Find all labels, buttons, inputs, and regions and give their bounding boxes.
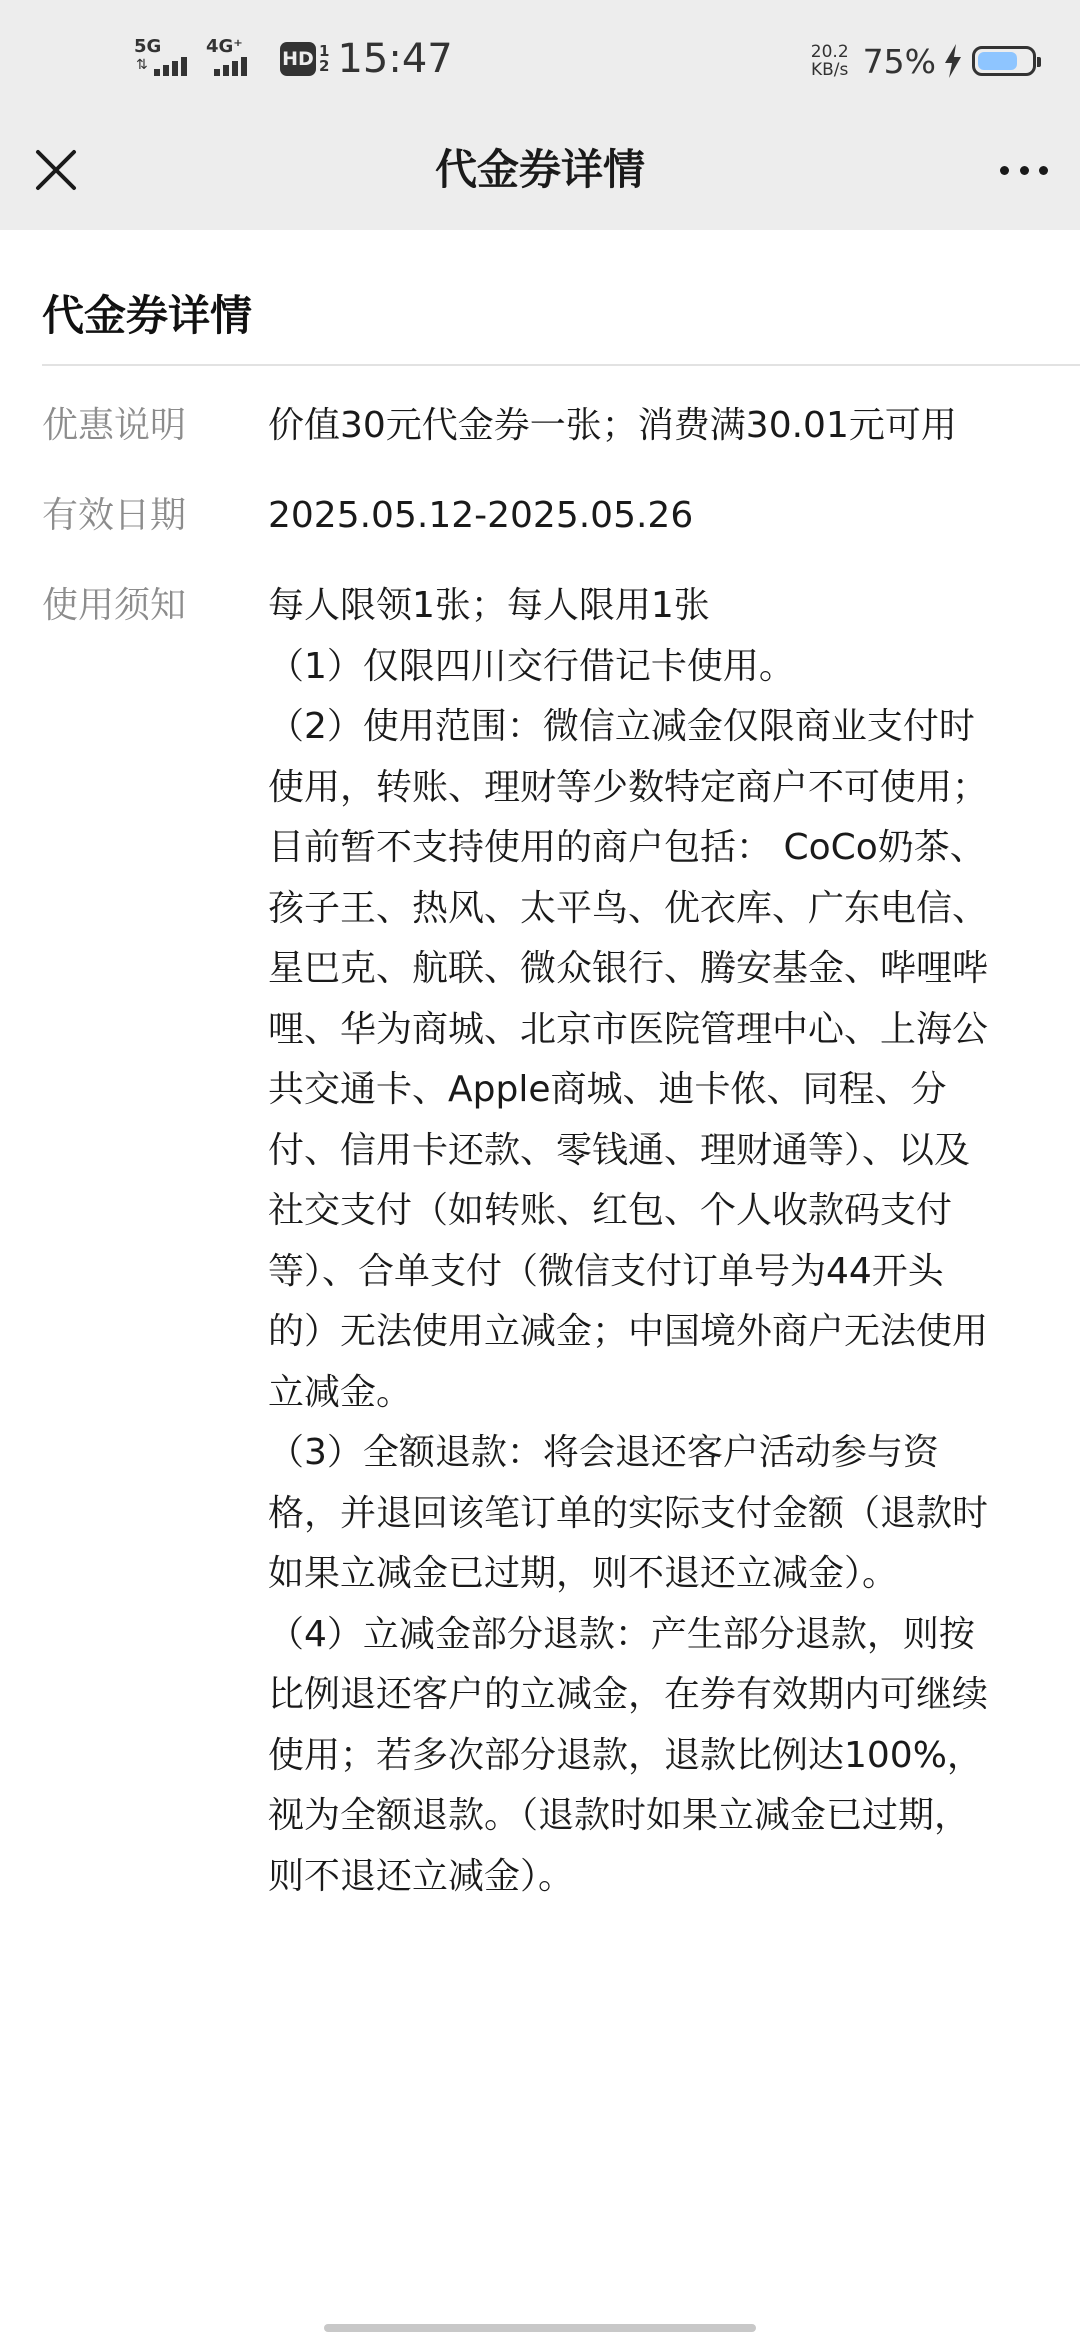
net-speed-unit: KB/s <box>811 60 849 80</box>
hd-fraction-bottom: 2 <box>319 57 330 75</box>
more-button[interactable] <box>994 142 1054 198</box>
usage-note-line: 使用；若多次部分退款，退款比例达100%， <box>268 1734 983 1776</box>
sim2-network-label: 4G⁺ <box>206 36 243 57</box>
hd-badge-label: HD <box>282 48 314 70</box>
section-divider <box>42 364 1080 366</box>
title-bar <box>0 118 1080 230</box>
sim1-network-label: 5G <box>134 36 162 57</box>
sim2-bars <box>214 57 247 76</box>
status-time: 15:47 <box>337 36 453 82</box>
usage-note-line: 使用，转账、理财等少数特定商户不可使用； <box>268 766 989 808</box>
section-title: 代金券详情 <box>42 291 253 340</box>
usage-note-line: （1）仅限四川交行借记卡使用。 <box>268 645 795 687</box>
usage-notes <box>268 576 1068 1907</box>
usage-note-line: 比例退还客户的立减金，在券有效期内可继续 <box>268 1674 989 1715</box>
more-icon-dot <box>1039 166 1048 175</box>
charging-bolt-icon <box>942 43 964 79</box>
hd-fraction <box>319 44 329 74</box>
home-indicator[interactable] <box>324 2324 756 2332</box>
usage-note-line: （4）立减金部分退款：产生部分退款，则按 <box>268 1613 975 1655</box>
offer-label: 优惠说明 <box>42 405 187 446</box>
usage-note-line: 立减金。 <box>268 1371 413 1413</box>
usage-note-line: （2）使用范围：微信立减金仅限商业支付时 <box>268 706 975 747</box>
status-right <box>811 38 1036 84</box>
usage-label: 使用须知 <box>42 585 187 626</box>
offer-value: 价值30元代金券一张；消费满30.01元可用 <box>268 405 957 446</box>
net-speed-value: 20.2 <box>810 42 849 62</box>
usage-note-line: 社交支付（如转账、红包、个人收款码支付 <box>268 1190 953 1231</box>
usage-note-line: 目前暂不支持使用的商户包括： CoCo奶茶、 <box>268 827 986 868</box>
validity-label: 有效日期 <box>42 495 187 536</box>
usage-note-line: 如果立减金已过期，则不退还立减金）。 <box>268 1553 899 1594</box>
usage-note-line: 等）、合单支付（微信支付订单号为44开头 <box>268 1250 944 1292</box>
hd-voice-icon <box>280 42 316 76</box>
usage-note-line: 格，并退回该笔订单的实际支付金额（退款时 <box>268 1492 989 1534</box>
net-speed <box>811 43 849 79</box>
more-icon <box>1000 166 1009 175</box>
usage-note-line: 付、信用卡还款、零钱通、理财通等）、以及 <box>268 1129 971 1171</box>
usage-note-line: 哩、华为商城、北京市医院管理中心、上海公 <box>268 1008 989 1050</box>
page-title: 代金券详情 <box>434 145 645 194</box>
status-bar <box>0 0 1080 118</box>
battery-cap <box>1037 57 1041 67</box>
sim2-signal-icon <box>206 36 272 82</box>
usage-note-line: 星巴克、航联、微众银行、腾安基金、哔哩哔 <box>268 948 989 989</box>
sim1-bars <box>154 57 187 76</box>
more-icon-dot <box>1020 166 1029 175</box>
usage-note-line: 共交通卡、Apple商城、迪卡侬、同程、分 <box>268 1069 947 1110</box>
usage-note-line: 的）无法使用立减金；中国境外商户无法使用 <box>268 1311 989 1352</box>
usage-note-line: 则不退还立减金）。 <box>268 1855 575 1897</box>
battery-percent: 75% <box>862 41 936 81</box>
battery-level-fill <box>978 52 1017 70</box>
status-left <box>134 36 453 82</box>
validity-value: 2025.05.12-2025.05.26 <box>268 495 694 536</box>
battery-icon <box>972 46 1036 76</box>
usage-note-line: 视为全额退款。（退款时如果立减金已过期， <box>268 1795 971 1836</box>
sim1-signal-icon <box>134 36 200 82</box>
hd-fraction-top: 1 <box>319 42 330 60</box>
usage-note-line: （3）全额退款：将会退还客户活动参与资 <box>268 1432 939 1473</box>
usage-note-line: 孩子王、热风、太平鸟、优衣库、广东电信、 <box>268 887 989 929</box>
data-arrows-icon: ⇅ <box>136 57 148 73</box>
usage-note-line: 每人限领1张；每人限用1张 <box>268 585 710 626</box>
